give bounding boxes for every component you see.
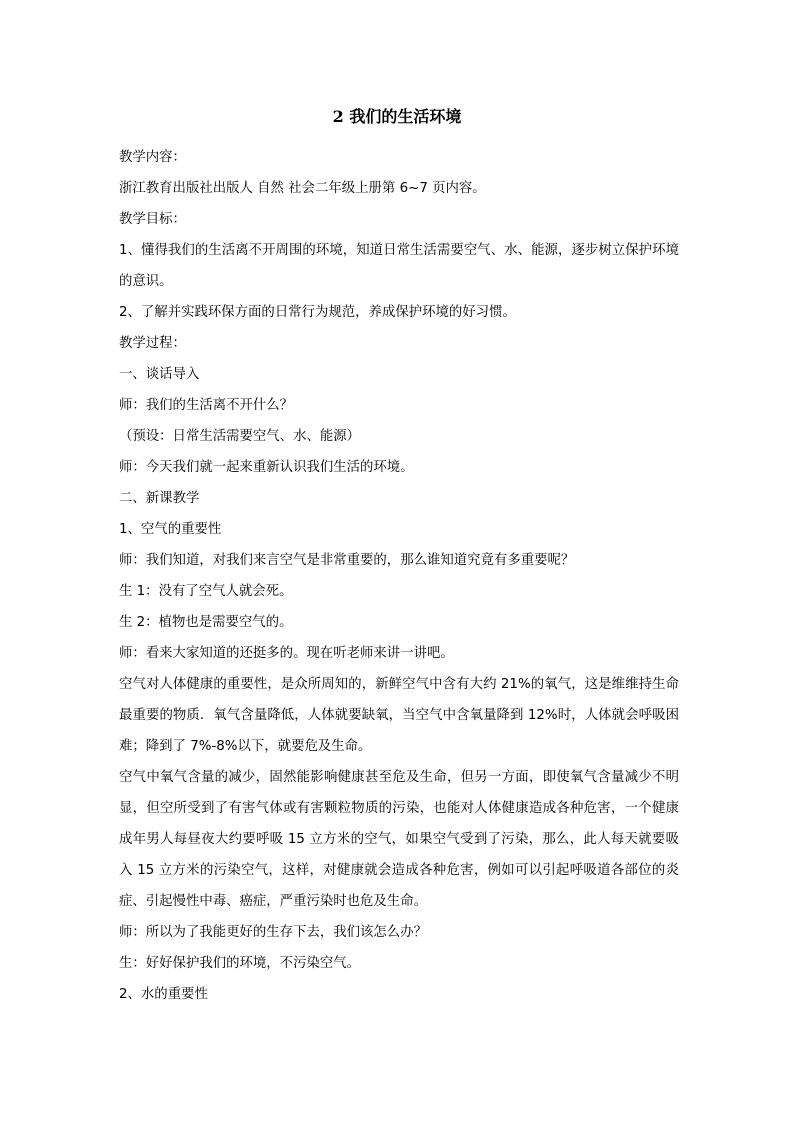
dialogue-line: 师：今天我们就一起来重新认识我们生活的环境。 [119,460,414,475]
paragraph-air-importance: 空气对人体健康的重要性，是众所周知的，新鲜空气中含有大约 21%的氧气，这是维维持生命最重要的物质．氧气含量降低，人体就要缺氧，当空气中含氧量降到 12%时，人体就会呼吸困难；降到了 7%-8%以下，就要危及生命。 [119,677,679,754]
subsection-heading-air: 1、空气的重要性 [119,522,222,537]
dialogue-line: 生：好好保护我们的环境，不污染空气。 [119,956,361,971]
paragraph-textbook-source: 浙江教育出版社出版人 自然 社会二年级上册第 6~7 页内容。 [119,181,486,196]
section-heading-intro: 一、谈话导入 [119,367,200,382]
paragraph-air-pollution: 空气中氧气含量的减少，固然能影响健康甚至危及生命，但另一方面，即使氧气含量减少不明显，但空所受到了有害气体或有害颗粒物质的污染，也能对人体健康造成各种危害，一个健康成年男人每昼夜大约要呼吸 15 立方米的空气，如果空气受到了污染，那么，此人每天就要吸入 15 立方米的污染空气，这样，对健康就会造成各种危害，例如可以引起呼吸道各部位的炎症、引起慢性中毒、癌症，严重污染时也危及生命。 [119,770,679,909]
paragraph-goal-1: 1、懂得我们的生活离不开周围的环境，知道日常生活需要空气、水、能源，逐步树立保护环境的意识。 [119,243,679,289]
dialogue-line: （预设：日常生活需要空气、水、能源） [119,429,361,444]
heading-teaching-goals: 教学目标： [119,212,186,227]
dialogue-line: 师：所以为了我能更好的生存下去，我们该怎么办？ [119,925,427,940]
dialogue-line: 生 2：植物也是需要空气的。 [119,615,293,630]
dialogue-line: 生 1：没有了空气人就会死。 [119,584,293,599]
section-heading-new-lesson: 二、新课教学 [119,491,200,506]
dialogue-line: 师：看来大家知道的还挺多的。现在听老师来讲一讲吧。 [119,646,454,661]
dialogue-line: 师：我们的生活离不开什么？ [119,398,294,413]
paragraph-goal-2: 2、了解并实践环保方面的日常行为规范，养成保护环境的好习惯。 [119,305,516,320]
subsection-heading-water: 2、水的重要性 [119,987,208,1002]
dialogue-line: 师：我们知道，对我们来言空气是非常重要的，那么谁知道究竟有多重要呢？ [119,553,575,568]
document-title: 2 我们的生活环境 [332,107,462,126]
heading-teaching-content: 教学内容： [119,150,186,165]
heading-teaching-process: 教学过程： [119,336,186,351]
document-body [119,142,679,1010]
